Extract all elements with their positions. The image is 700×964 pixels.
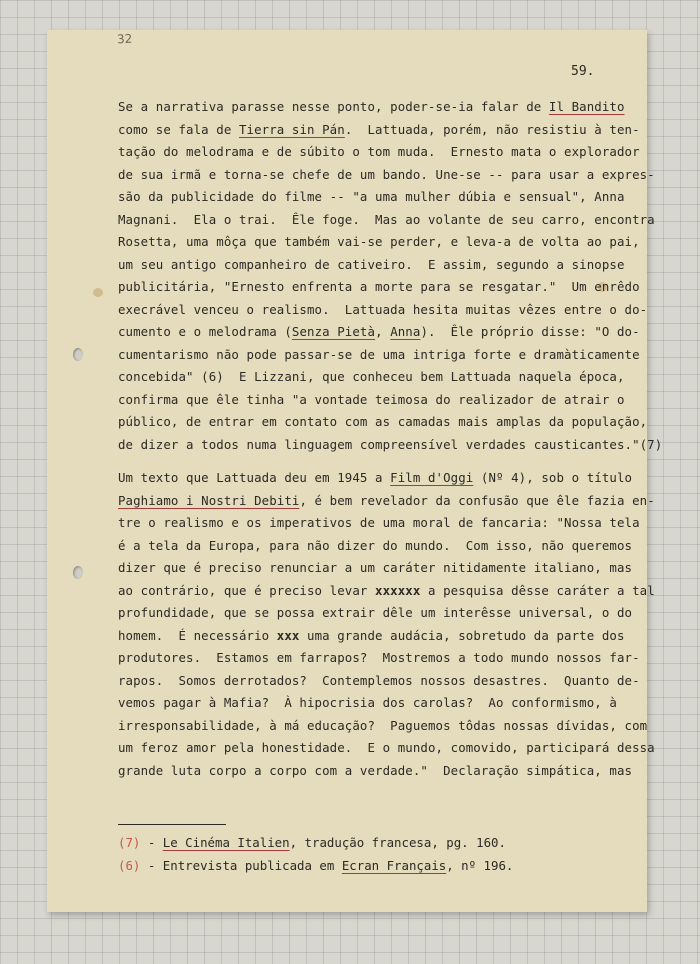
- footnote-marker: (6): [118, 857, 141, 873]
- underlined-title: Senza Pietà: [291, 324, 376, 339]
- text-run: ,: [375, 324, 391, 339]
- text-run: , é bem revelador da confusão que êle fazia en-: [299, 492, 655, 508]
- page-number: 59.: [571, 64, 595, 79]
- struck-out-text: xxxxxx: [375, 582, 421, 598]
- text-line: [118, 467, 648, 490]
- text-line: [118, 119, 648, 142]
- text-line: [118, 602, 648, 625]
- text-run: são da publicidade do filme -- "a uma mulher dúbia e sensual", Anna: [118, 189, 625, 204]
- text-line: [118, 96, 648, 119]
- footnote-marker: (7): [118, 835, 141, 850]
- underlined-title: Le Cinéma Italien: [162, 835, 290, 850]
- text-line: [118, 164, 655, 187]
- text-line: [118, 231, 648, 254]
- typewritten-page: [47, 30, 663, 912]
- text-run: tre o realismo e os imperativos de uma moral de fancaria: "Nossa tela: [118, 515, 640, 530]
- footnotes: [118, 832, 513, 877]
- text-line: [118, 557, 648, 580]
- text-run: de dizer a todos numa linguagem compreensível verdades causticantes."(7): [118, 436, 663, 452]
- text-run: como se fala de: [118, 121, 239, 137]
- text-line: [118, 647, 648, 670]
- text-line: [118, 299, 648, 322]
- text-line: [118, 692, 648, 715]
- footnote: [118, 832, 513, 855]
- text-run: Rosetta, uma môça que também vai-se perder, e leva-a de volta ao pai,: [118, 234, 640, 249]
- text-run: publicitária, "Ernesto enfrenta a morte para se resgatar." Um enrêdo: [118, 279, 640, 294]
- text-line: [118, 535, 648, 558]
- text-line: [118, 389, 648, 412]
- text-run: é a tela da Europa, para não dizer do mundo. Com isso, não queremos: [118, 537, 633, 553]
- text-run: profundidade, que se possa extrair dêle um interêsse universal, o do: [118, 605, 633, 620]
- text-run: produtores. Estamos em farrapos? Mostremos a todo mundo nossos far-: [118, 650, 640, 665]
- text-line: [118, 737, 655, 760]
- text-line: [118, 321, 648, 344]
- text-line: [118, 366, 648, 389]
- struck-out-text: xxx: [276, 627, 300, 643]
- text-run: Se a narrativa parasse nesse ponto, poder-se-ia falar de: [118, 99, 549, 114]
- text-line: [118, 186, 648, 209]
- text-line: [118, 715, 648, 738]
- text-run: tação do melodrama e de súbito o tom muda. Ernesto mata o explorador: [118, 144, 640, 159]
- text-run: cumento e o melodrama (: [118, 324, 292, 339]
- underlined-title: Tierra sin Pán: [238, 121, 345, 137]
- text-line: [118, 512, 648, 535]
- text-run: , nº 196.: [446, 857, 514, 873]
- text-run: confirma que êle tinha "a vontade teimosa do realizador de atrair o: [118, 391, 625, 407]
- footnote: [118, 855, 513, 878]
- underlined-title: Film d'Oggi: [390, 470, 474, 485]
- underlined-title: Il Bandito: [548, 99, 625, 114]
- text-run: grande luta corpo a corpo com a verdade." Declaração simpática, mas: [118, 762, 633, 778]
- text-run: , tradução francesa, pg. 160.: [289, 835, 506, 850]
- text-run: . Lattuada, porém, não resistiu à ten-: [344, 121, 640, 137]
- text-run: vemos pagar à Mafia? À hipocrisia dos carolas? Ao conformismo, à: [118, 695, 617, 710]
- body-text: [118, 96, 663, 782]
- punch-hole: [73, 566, 83, 579]
- punch-hole: [73, 348, 83, 361]
- underlined-title: Anna: [390, 324, 421, 339]
- text-run: ao contrário, que é preciso levar: [118, 582, 376, 598]
- text-line: [118, 411, 648, 434]
- text-line: [118, 434, 663, 457]
- text-line: [118, 276, 648, 299]
- text-run: cumentarismo não pode passar-se de uma intriga forte e dramàticamente: [118, 346, 640, 362]
- text-line: [118, 490, 655, 513]
- text-run: - Entrevista publicada em: [140, 857, 342, 873]
- footnote-separator: [118, 824, 226, 825]
- text-run: dizer que é preciso renunciar a um caráter nitidamente italiano, mas: [118, 560, 633, 575]
- text-line: [118, 580, 655, 603]
- text-run: (Nº 4), sob o título: [473, 470, 633, 485]
- text-run: público, de entrar em contato com as camadas mais amplas da população,: [118, 414, 648, 429]
- text-run: um feroz amor pela honestidade. E o mundo, comovido, participará dessa: [118, 740, 655, 755]
- text-run: um seu antigo companheiro de cativeiro. E assim, segundo a sinopse: [118, 256, 625, 272]
- text-run: de sua irmã e torna-se chefe de um bando. Une-se -- para usar a expres-: [118, 166, 655, 182]
- text-run: rapos. Somos derrotados? Contemplemos nossos desastres. Quanto de-: [118, 672, 640, 688]
- text-line: [118, 625, 648, 648]
- text-line: [118, 344, 648, 367]
- text-line: [118, 254, 648, 277]
- text-run: concebida" (6) E Lizzani, que conheceu bem Lattuada naquela época,: [118, 369, 625, 384]
- text-run: -: [140, 835, 163, 850]
- paper-stain: [93, 288, 103, 297]
- text-run: ). Êle próprio disse: "O do-: [420, 324, 640, 339]
- underlined-title: Paghiamo i Nostri Debiti: [118, 492, 300, 508]
- text-run: uma grande audácia, sobretudo da parte dos: [299, 627, 625, 643]
- paragraph-gap: [118, 456, 648, 467]
- text-line: [118, 141, 648, 164]
- text-run: Magnani. Ela o trai. Êle foge. Mas ao volante de seu carro, encontra: [118, 211, 655, 227]
- text-run: irresponsabilidade, à má educação? Paguemos tôdas nossas dívidas, com: [118, 717, 648, 733]
- text-run: a pesquisa dêsse caráter a tal: [420, 582, 655, 598]
- underlined-title: Ecran Français: [341, 857, 447, 873]
- text-line: [118, 670, 648, 693]
- text-run: execrável venceu o realismo. Lattuada hesita muitas vêzes entre o do-: [118, 301, 648, 317]
- handwritten-corner-number: 32: [116, 31, 133, 47]
- text-run: Um texto que Lattuada deu em 1945 a: [118, 470, 391, 485]
- text-line: [118, 209, 655, 232]
- text-run: homem. É necessário: [118, 627, 277, 643]
- text-line: [118, 760, 648, 783]
